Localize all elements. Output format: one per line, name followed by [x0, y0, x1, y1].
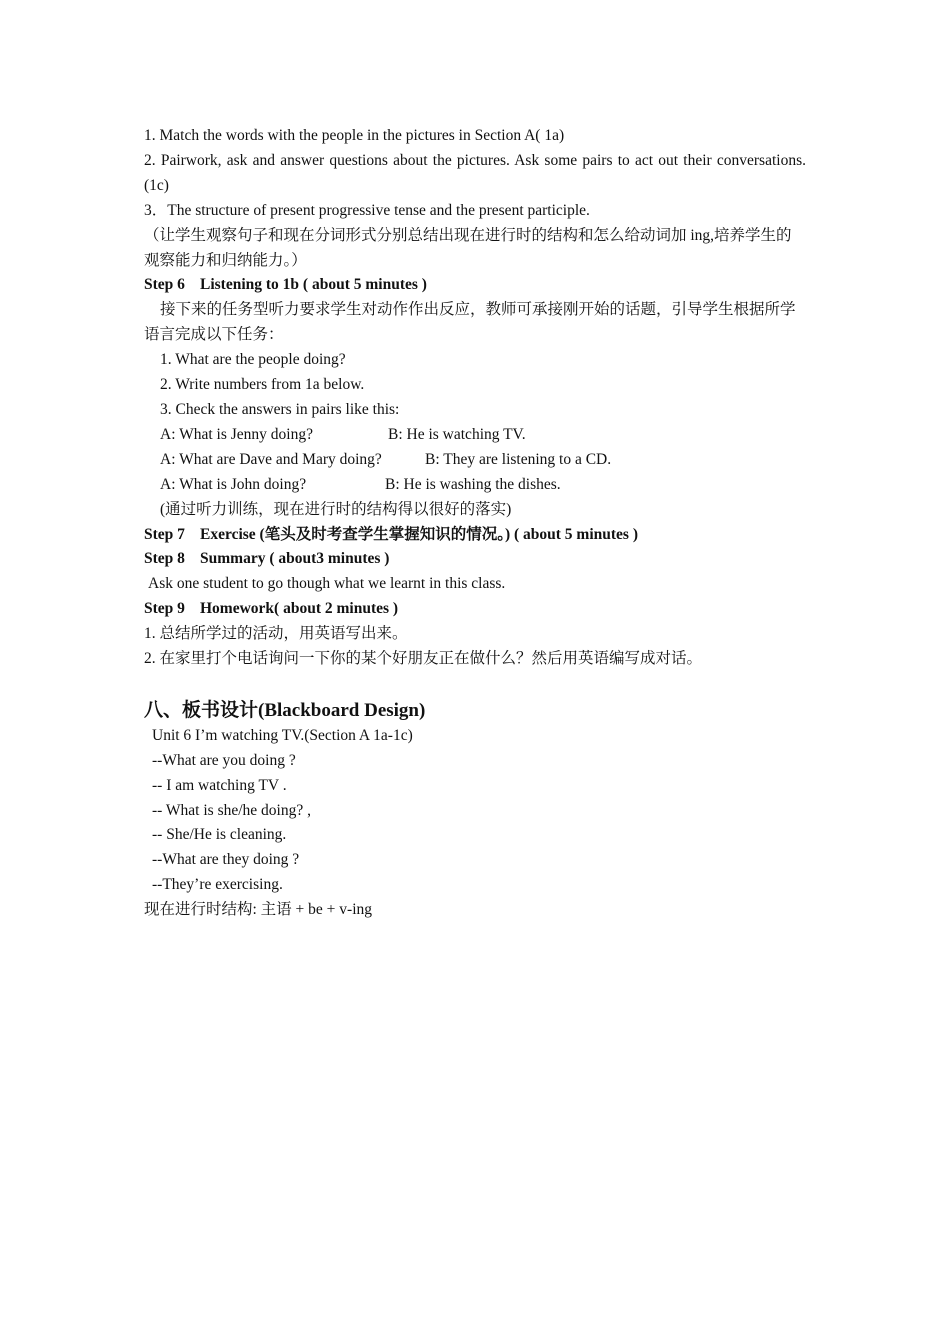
item-note-observation: （让学生观察句子和现在分词形式分别总结出现在进行时的结构和怎么给动词加 ing,培养学生的观察能力和归纳能力。） — [144, 226, 792, 269]
board-line-4: -- What is she/he doing? , — [152, 801, 311, 819]
dialog-answer: B: He is watching TV. — [388, 425, 526, 443]
board-line-3: -- I am watching TV . — [152, 776, 287, 794]
dialog-answer: B: They are listening to a CD. — [425, 450, 612, 468]
document-page — [144, 124, 806, 923]
board-line-6: --What are they doing ? — [152, 851, 300, 869]
spacer — [144, 672, 806, 697]
board-line-7: --They’re exercising. — [152, 876, 283, 894]
dialog-answer: B: He is washing the dishes. — [385, 475, 561, 493]
dialog-question: A: What is John doing? — [160, 475, 307, 493]
step9-label: Step 9 — [144, 600, 185, 618]
step8-title: Summary ( about3 minutes ) — [200, 550, 390, 568]
board-heading: 八、板书设计(Blackboard Design) — [144, 699, 426, 721]
step6-note: (通过听力训练，现在进行时的结构得以很好的落实) — [160, 500, 512, 518]
step6-task-3: 3. Check the answers in pairs like this: — [160, 400, 400, 418]
homework-item-2: 2. 在家里打个电话询问一下你的某个好朋友正在做什么？然后用英语编写成对话。 — [144, 650, 703, 668]
step6-intro: 接下来的任务型听力要求学生对动作作出反应，教师可承接刚开始的话题，引导学生根据所学语言完成以下任务： — [144, 301, 796, 344]
homework-item-1: 1. 总结所学过的活动，用英语写出来。 — [144, 625, 408, 643]
board-line-5: -- She/He is cleaning. — [152, 826, 287, 844]
step7-title: Exercise (笔头及时考查学生掌握知识的情况。) ( about 5 minutes ) — [200, 525, 638, 543]
step7-heading — [144, 523, 806, 548]
board-structure: 现在进行时结构: 主语 + be + v-ing — [144, 901, 373, 919]
step7-label: Step 7 — [144, 525, 185, 543]
item-match-words: 1. Match the words with the people in the pictures in Section A( 1a) — [144, 127, 565, 144]
step8-text: Ask one student to go though what we learnt in this class. — [148, 575, 506, 593]
dialog-question: A: What is Jenny doing? — [160, 425, 313, 443]
step9-title: Homework( about 2 minutes ) — [200, 600, 399, 618]
board-line-2: --What are you doing ? — [152, 751, 296, 769]
dialog-line-2 — [144, 448, 806, 473]
step6-label: Step 6 — [144, 276, 185, 294]
step6-task-2: 2. Write numbers from 1a below. — [160, 376, 365, 394]
step6-heading — [144, 273, 806, 298]
item-structure: 3．The structure of present progressive tense and the present participle. — [144, 201, 590, 219]
dialog-line-3 — [144, 473, 806, 498]
step8-heading — [144, 547, 806, 572]
dialog-question: A: What are Dave and Mary doing? — [160, 450, 382, 468]
step9-heading — [144, 597, 806, 622]
board-line-1: Unit 6 I’m watching TV.(Section A 1a-1c) — [152, 726, 413, 744]
dialog-line-1 — [144, 423, 806, 448]
step6-task-1: 1. What are the people doing? — [160, 351, 346, 369]
item-pairwork: 2. Pairwork, ask and answer questions about the pictures. Ask some pairs to act out their conversations.(1c) — [144, 151, 806, 194]
step8-label: Step 8 — [144, 550, 185, 568]
step6-title: Listening to 1b ( about 5 minutes ) — [200, 276, 427, 294]
